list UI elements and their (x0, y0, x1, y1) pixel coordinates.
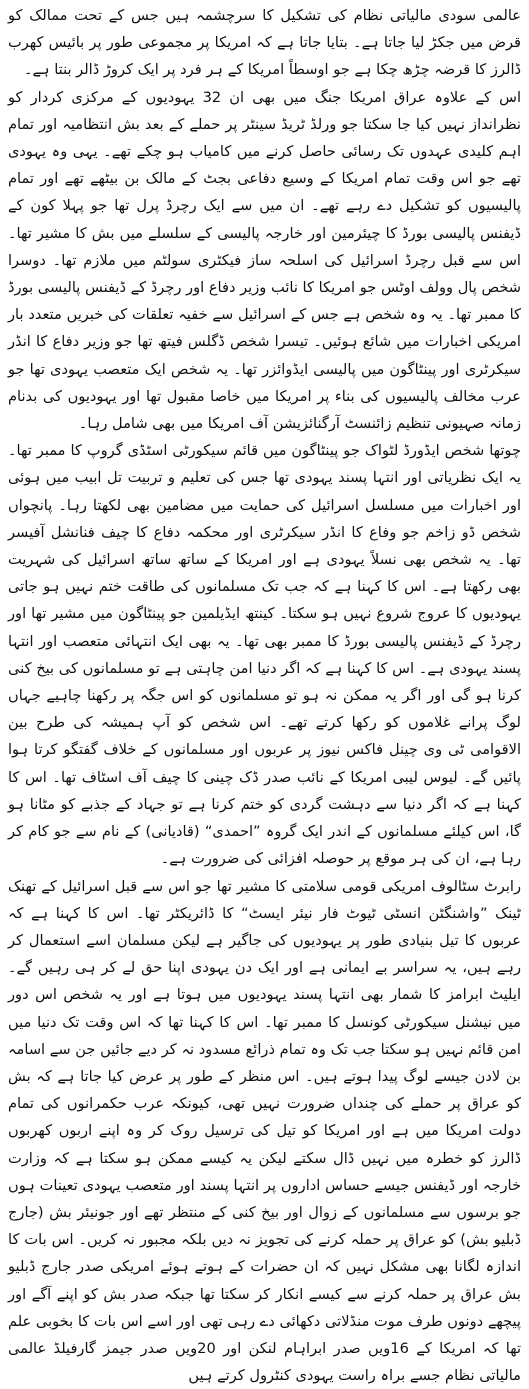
paragraph-iraq-war: اس کے علاوہ عراق امریکا جنگ میں بھی ان 32 یہودیوں کے مرکزی کردار کو نظرانداز نہیں کیا جا سکتا جو ورلڈ ٹریڈ سینٹر پر حملے کے بعد بش انتظامیہ اور تمام اہم کلیدی عہدوں تک رسائی حاصل کرنے میں کامیاب ہو چکے تھے۔ یہی وہ یہودی تھے جو اس وقت تمام امریکا کے وسیع دفاعی بجٹ کے مالک بن بیٹھے تھے اور تمام پالیسیوں کو تشکیل دے رہے تھے۔ ان میں سے ایک رچرڈ پرل تھا جو پہلا کون کے ڈیفنس پالیسی بورڈ کا چیئرمین اور خارجہ پالیسی کے سلسلے میں بش کا مشیر تھا۔ اس سے قبل رچرڈ اسرائیل کی اسلحہ ساز فیکٹری سولٹم میں ملازم تھا۔ دوسرا شخص پال وولف اوٹس جو امریکا کا نائب وزیر دفاع اور رچرڈ کے ڈیفنس پالیسی بورڈ کا ممبر تھا۔ یہ وہ شخص ہے جس کے اسرائیل سے خفیہ تعلقات کی خبریں متعدد بار امریکی اخبارات میں شائع ہوئیں۔ تیسرا شخص ڈگلس فیتھ تھا جو وزیر دفاع کا انڈر سیکرٹری اور پینٹاگون میں پالیسی ایڈوائزر تھا۔ یہ شخص ایک متعصب یہودی تھا جو عرب مخالف پالیسیوں کی بناء پر امریکا میں خاصا مقبول تھا اور یہودیوں کی بدنام زمانہ صہیونی تنظیم زائنسٹ آرگنائزیشن آف امریکا میں بھی شامل رہا۔ (8, 84, 521, 438)
paragraph-security-council: رابرٹ سٹالوف امریکی قومی سلامتی کا مشیر تھا جو اس سے قبل اسرائیل کے تھنک ٹینک ”واشنگٹن انسٹی ٹیوٹ فار نیئر ایسٹ“ کا ڈائریکٹر تھا۔ اس کا کہنا ہے کہ عربوں کا تیل بنیادی طور پر یہودیوں کی جاگیر ہے لیکن مسلمان اسے استعمال کر رہے ہیں، یہ سراسر بے ایمانی ہے اور ایک دن یہودی اپنا حق لے کر ہی رہیں گے۔ ایلیٹ ابرامز کا شمار بھی انتہا پسند یہودیوں میں ہوتا ہے اور یہ شخص اس دور میں نیشنل سیکورٹی کونسل کا ممبر تھا۔ اس کا کہنا تھا کہ اس وقت تک دنیا میں امن قائم نہیں ہو سکتا جب تک وہ تمام ذرائع مسدود نہ کر دیے جائیں جن سے اسامہ بن لادن جیسے لوگ پیدا ہوتے ہیں۔ اس منظر کے طور پر عرض کیا جاتا ہے کہ بش کو عراق پر حملے کی چنداں ضرورت نہیں تھی، کیونکہ عرب حکمرانوں کی تمام دولت امریکا میں ہے اور امریکا کو تیل کی ترسیل روک کر وہ اپنے اربوں کھربوں ڈالرز کو خطرہ میں نہیں ڈال سکتے لیکن یہ کیسے ممکن ہو سکتا ہے کہ وزارت خارجہ اور ڈیفنس جیسے حساس اداروں پر انتہا پسند اور متعصب یہودی تعینات ہوں جو برسوں سے مسلمانوں کے زوال اور بیخ کنی کے منتظر تھے اور جونیئر بش (جارج ڈبلیو بش) کو عراق پر حملہ کرنے کی تجویز نہ دیں بلکہ مجبور نہ کریں۔ اس بات کا اندازہ لگانا بھی مشکل نہیں کہ ان حضرات کے ہوتے ہوئے امریکی صدر جارج ڈبلیو بش عراق پر حملہ کرنے سے کیسے انکار کر سکتا تھا جبکہ صدر بش کو اپنے آگے اور پیچھے دونوں طرف موت منڈلاتی دکھائی دے رہی تھی اور اسے اس بات کا بخوبی علم تھا کہ امریکا کے 16ویں صدر ابراہام لنکن اور 20ویں صدر جیمز گارفیلڈ عالمی مالیاتی نظام جسے براہ راست یہودی کنٹرول کرتے ہیں (8, 873, 521, 1389)
paragraph-intro: عالمی سودی مالیاتی نظام کی تشکیل کا سرچشمہ ہیں جس کے تحت ممالک کو قرض میں جکڑ لیا جاتا ہے۔ بتایا جاتا ہے کہ امریکا پر مجموعی طور پر بائیس کھرب ڈالرز کا قرضہ چڑھ چکا ہے جو اوسطاً امریکا کے ہر فرد پر ایک کروڑ ڈالر بنتا ہے۔ (8, 2, 521, 84)
paragraph-advisors: چوتھا شخص ایڈورڈ لٹواک جو پینٹاگون میں قائم سیکورٹی اسٹڈی گروپ کا ممبر تھا۔ یہ ایک نظریاتی اور انتہا پسند یہودی تھا جس کی تعلیم و تربیت تل ابیب میں ہوئی اور اخبارات میں مسلسل اسرائیل کی حمایت میں مضامین بھی لکھتا رہا۔ پانچواں شخص ڈو زاخم جو وفاع کا انڈر سیکرٹری اور محکمہ دفاع کا چیف فنانشل آفیسر تھا۔ یہ شخص بھی نسلاً یہودی ہے اور امریکا کے ساتھ ساتھ اسرائیل کی شہریت بھی رکھتا ہے۔ اس کا کہنا ہے کہ جب تک مسلمانوں کی طاقت ختم نہیں ہو جاتی یہودیوں کا عروج شروع نہیں ہو سکتا۔ کینتھ ایڈیلمین جو پینٹاگون میں مشیر تھا اور رچرڈ کے ڈیفنس پالیسی بورڈ کا ممبر بھی تھا۔ یہ بھی ایک انتہائی متعصب اور انتہا پسند یہودی ہے۔ اس کا کہنا ہے کہ اگر دنیا امن چاہتی ہے تو مسلمانوں کی بیخ کنی کرنا ہو گی اور اگر یہ ممکن نہ ہو تو مسلمانوں کو اس جگہ پر رکھنا چاہیے جہاں لوگ پرانے غلاموں کو رکھا کرتے تھے۔ اس شخص کو آپ ہمیشہ کی طرح بین الاقوامی ٹی وی چینل فاکس نیوز پر عربوں اور مسلمانوں کے خلاف گفتگو کرتا ہوا پائیں گے۔ لیوس لیبی امریکا کے نائب صدر ڈک چینی کا چیف آف اسٹاف تھا۔ اس کا کہنا ہے کہ اگر دنیا سے دہشت گردی کو ختم کرنا ہے تو جہاد کے جذبے کو مٹانا ہو گا، اس کیلئے مسلمانوں کے اندر ایک گروہ ”احمدی“ (قادیانی) کے نام سے جو کام کر رہا ہے، ان کی ہر موقع پر حوصلہ افزائی کی ضرورت ہے۔ (8, 437, 521, 872)
